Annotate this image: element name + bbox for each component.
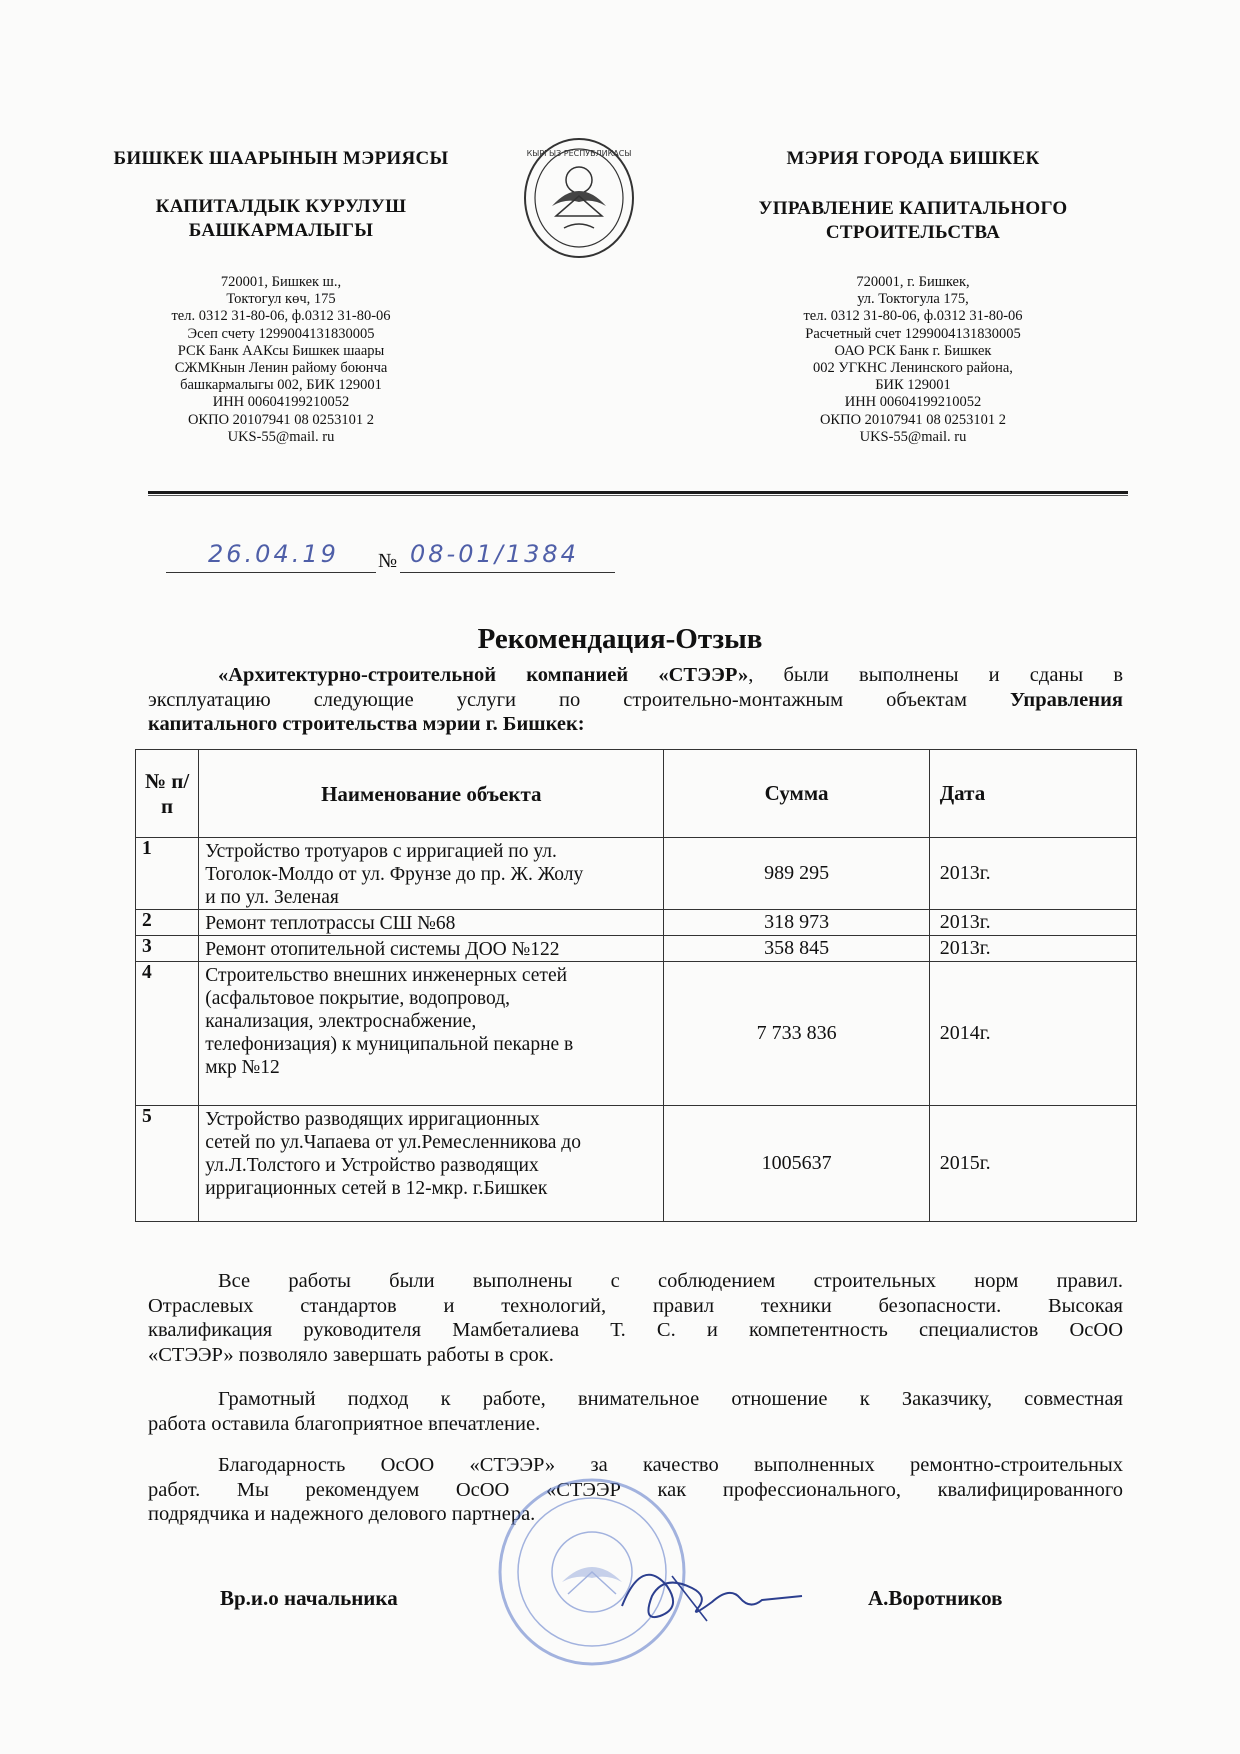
p1-line: квалификация руководителя Мамбеталиева Т. С. и компетентность специалистов ОсОО xyxy=(148,1319,1123,1341)
cell-name xyxy=(199,838,664,910)
left-dept-line1: КАПИТАЛДЫК КУРУЛУШ xyxy=(155,196,407,217)
cell-sum: 1005637 xyxy=(664,1106,929,1222)
date-underline xyxy=(166,572,376,573)
cell-name-line: Устройство тротуаров с ирригацией по ул. xyxy=(205,841,557,862)
right-address-line: Расчетный счет 1299004131830005 xyxy=(805,325,1021,342)
cell-name-line: и по ул. Зеленая xyxy=(205,887,339,908)
right-org-title: МЭРИЯ ГОРОДА БИШКЕК xyxy=(786,148,1040,169)
intro-paragraph xyxy=(148,663,1123,737)
left-address-block xyxy=(120,274,442,446)
header-date: Дата xyxy=(929,750,1136,838)
cell-name-line: канализация, электроснабжение, xyxy=(205,1011,477,1032)
emblem-text: КЫРГЫЗ РЕСПУБЛИКАСЫ xyxy=(526,149,632,158)
cell-name xyxy=(199,936,664,962)
objects-table xyxy=(135,749,1137,1222)
table-row xyxy=(136,936,1137,962)
p3-line: подрядчика и надежного делового партнера. xyxy=(148,1503,536,1525)
right-address-block xyxy=(752,274,1074,446)
p1-line: Отраслевых стандартов и технологий, правил техники безопасности. Высокая xyxy=(148,1294,1123,1317)
intro-services: эксплуатацию следующие услуги по строительно-монтажным объектам xyxy=(148,688,1011,711)
header-rule xyxy=(148,491,1128,494)
cell-name xyxy=(199,910,664,936)
p2-line: Грамотный подход к работе, внимательное отношение к Заказчику, совместная xyxy=(218,1388,1123,1410)
right-address-line: ОКПО 20107941 08 0253101 2 xyxy=(819,411,1007,428)
right-address-line: ул. Токтогула 175, xyxy=(857,291,969,308)
right-address-line: тел. 0312 31-80-06, ф.0312 31-80-06 xyxy=(803,308,1023,325)
left-dept-line2: БАШКАРМАЛЫГЫ xyxy=(188,220,374,241)
p1-line: «СТЭЭР» позволяло завершать работы в срок. xyxy=(148,1343,554,1366)
cell-date: 2013г. xyxy=(929,910,1136,936)
header-rule-thin xyxy=(148,495,1128,496)
number-underline xyxy=(400,572,615,573)
table-body xyxy=(136,838,1137,1222)
cell-sum: 7 733 836 xyxy=(664,962,929,1106)
table-row xyxy=(136,838,1137,910)
right-dept-line1: УПРАВЛЕНИЕ КАПИТАЛЬНОГО xyxy=(758,198,1068,219)
handwritten-number: 08-01/1384 xyxy=(410,540,579,568)
header-name: Наименование объекта xyxy=(199,750,664,838)
p2-line: работа оставила благоприятное впечатление. xyxy=(148,1412,541,1435)
cell-name-line: мкр №12 xyxy=(205,1057,280,1078)
state-emblem xyxy=(522,136,636,260)
cell-date: 2013г. xyxy=(929,936,1136,962)
right-dept-line2: СТРОИТЕЛЬСТВА xyxy=(825,222,1001,243)
cell-name-line: сетей по ул.Чапаева от ул.Ремесленникова до xyxy=(205,1132,581,1153)
left-address-line: СЖМКнын Ленин райому боюнча xyxy=(174,360,388,377)
number-label: № xyxy=(378,550,398,572)
cell-name-line: (асфальтовое покрытие, водопровод, xyxy=(205,988,510,1009)
signatory-name: А.Воротников xyxy=(868,1586,1003,1610)
left-address-line: ОКПО 20107941 08 0253101 2 xyxy=(187,411,375,428)
p1-line: Все работы были выполнены с соблюдением строительных норм правил. xyxy=(218,1270,1123,1292)
header-no: № п/п xyxy=(136,750,199,838)
paragraph-1 xyxy=(148,1269,1123,1367)
signature xyxy=(612,1546,812,1636)
document-title: Рекомендация-Отзыв xyxy=(477,623,763,655)
cell-name-line: ул.Л.Толстого и Устройство разводящих xyxy=(205,1155,539,1176)
cell-date: 2013г. xyxy=(929,838,1136,910)
cell-sum: 318 973 xyxy=(664,910,929,936)
right-address-line: БИК 129001 xyxy=(875,377,951,394)
left-address-line: башкармалыгы 002, БИК 129001 xyxy=(180,377,382,394)
cell-name xyxy=(199,1106,664,1222)
left-address-line: Токтогул көч, 175 xyxy=(226,291,336,308)
left-address-line: Эсеп счету 1299004131830005 xyxy=(187,325,375,342)
signatory-position: Вр.и.о начальника xyxy=(220,1586,398,1610)
table-row xyxy=(136,910,1137,936)
left-address-line: ИНН 00604199210052 xyxy=(212,394,350,411)
cell-name xyxy=(199,962,664,1106)
cell-no: 1 xyxy=(136,838,199,910)
right-address-line: 720001, г. Бишкек, xyxy=(856,274,970,290)
cell-name-line: телефонизация) к муниципальной пекарне в xyxy=(205,1034,574,1055)
cell-name-line: Ремонт отопительной системы ДОО №122 xyxy=(205,939,560,960)
cell-sum: 358 845 xyxy=(664,936,929,962)
intro-dept: Управления xyxy=(1010,688,1123,711)
left-address-line: 720001, Бишкек ш., xyxy=(220,274,342,290)
right-address-line: 002 УГКНС Ленинского района, xyxy=(813,360,1013,377)
left-address-line: РСК Банк ААКсы Бишкек шаары xyxy=(177,342,385,359)
table-header-row xyxy=(136,750,1137,838)
cell-name-line: Строительство внешних инженерных сетей xyxy=(205,965,568,986)
cell-name-line: Ремонт теплотрассы СШ №68 xyxy=(205,913,456,934)
table-row xyxy=(136,1106,1137,1222)
p3-line: Благодарность ОсОО «СТЭЭР» за качество выполненных ремонтно-строительных xyxy=(218,1454,1123,1476)
paragraph-2 xyxy=(148,1387,1123,1436)
cell-date: 2014г. xyxy=(929,962,1136,1106)
intro-rest: , были выполнены и сданы в xyxy=(748,664,1123,686)
cell-sum: 989 295 xyxy=(664,838,929,910)
right-address-line: ОАО РСК Банк г. Бишкек xyxy=(834,342,992,359)
cell-name-line: Тоголок-Молдо от ул. Фрунзе до пр. Ж. Жолу xyxy=(205,864,584,885)
left-org-title: БИШКЕК ШААРЫНЫН МЭРИЯСЫ xyxy=(113,148,449,169)
cell-no: 5 xyxy=(136,1106,199,1222)
intro-company: «Архитектурно-строительной компанией «СТЭЭР» xyxy=(218,664,749,686)
handwritten-date: 26.04.19 xyxy=(208,540,339,568)
cell-name-line: Устройство разводящих ирригационных xyxy=(205,1109,540,1130)
right-address-line: UKS-55@mail. ru xyxy=(859,428,967,445)
cell-name-line: ирригационных сетей в 12-мкр. г.Бишкек xyxy=(205,1178,548,1199)
intro-dept-cont: капитального строительства мэрии г. Бишкек: xyxy=(148,713,585,735)
cell-no: 2 xyxy=(136,910,199,936)
cell-no: 4 xyxy=(136,962,199,1106)
left-address-line: UKS-55@mail. ru xyxy=(227,428,335,445)
table-row xyxy=(136,962,1137,1106)
left-address-line: тел. 0312 31-80-06, ф.0312 31-80-06 xyxy=(171,308,391,325)
cell-no: 3 xyxy=(136,936,199,962)
header-sum: Сумма xyxy=(664,750,929,838)
p3-line: работ. Мы рекомендуем ОсОО «СТЭЭР как профессионального, квалифицированного xyxy=(148,1478,1123,1501)
right-address-line: ИНН 00604199210052 xyxy=(844,394,982,411)
cell-date: 2015г. xyxy=(929,1106,1136,1222)
